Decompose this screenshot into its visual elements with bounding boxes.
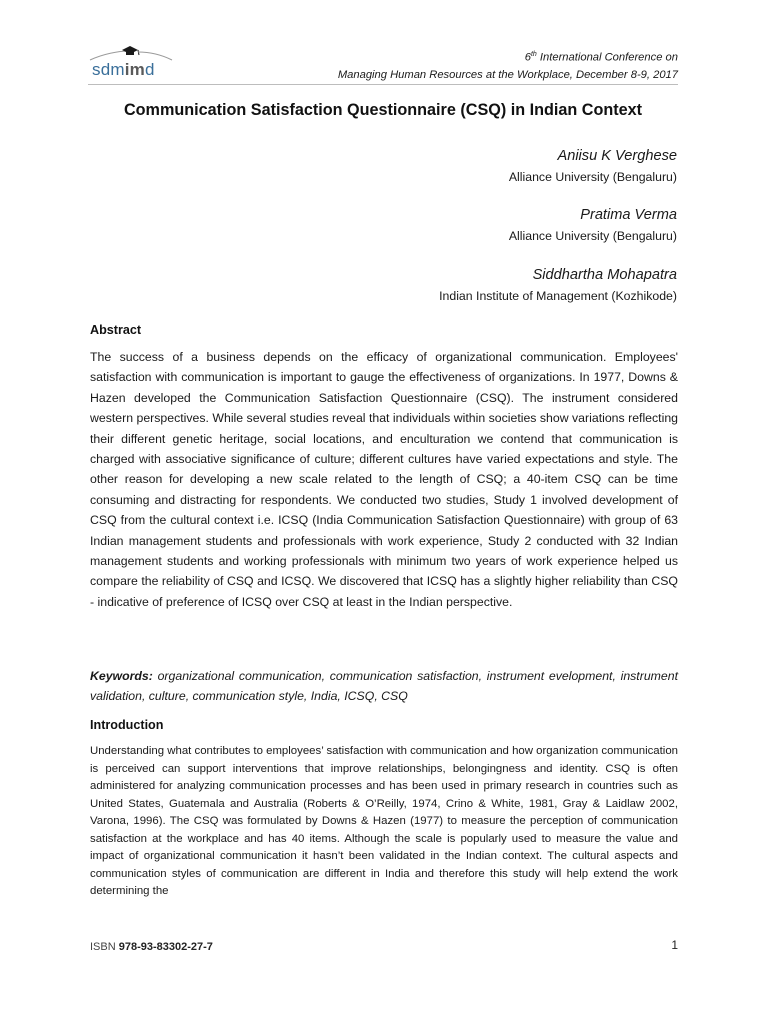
author-name: Aniisu K Verghese [557, 148, 677, 164]
paper-title: Communication Satisfaction Questionnaire (CSQ) in Indian Context [123, 101, 643, 119]
keywords-label: Keywords: [90, 669, 153, 683]
sdmimd-logo [88, 44, 178, 84]
conference-header [338, 46, 678, 84]
author-name: Pratima Verma [580, 207, 677, 223]
introduction-text: Understanding what contributes to employees’ satisfaction with communication and how organization communication is perceived can support interventions that improve relationships, belongingness and identity. CSQ is often administered for analyzing communication processes and has been used in primary research in countries such as United States, Guatemala and Australia (Roberts & O’Reilly, 1974, Crino & White, 1981, Gray & Laidlaw 2002, Varona, 1996). The CSQ was formulated by Downs & Hazen (1977) to measure the perception of communication satisfaction at the workplace and has 40 items. Although the scale is popularly used to measure the value and impact of organizational communication it hasn’t been validated in the Indian context. The cultural aspects and communication styles of communication are different in India and therefore this study will help extend the work determining the [90, 745, 678, 897]
conference-line-2: Managing Human Resources at the Workplace, December 8-9, 2017 [337, 68, 678, 81]
logo-wordmark: sdmimd [92, 60, 155, 79]
abstract-heading: Abstract [90, 323, 142, 337]
header-divider [88, 84, 678, 85]
abstract-text: The success of a business depends on the efficacy of organizational communication. Employees' satisfaction with communication is important to gauge the effectiveness of organizations. In 1977, Downs & Hazen developed the Communication Satisfaction Questionnaire (CSQ). The instrument considered western perspectives. While several studies reveal that individuals within societies show variations reflecting their different genetic heritage, social locations, and enculturation we contend that communication is charged with associative significance of culture; different cultures have varied expectations and style. The other reason for developing a new scale related to the length of CSQ; a 40-item CSQ can be time consuming and distracting for respondents. We conducted two studies, Study 1 involved development of CSQ from the cultural context i.e. ICSQ (India Communication Satisfaction Questionnaire) with group of 63 Indian management students and professionals with work experience, Study 2 conducted with 32 Indian management students and working professionals with minimum two years of work experience helped us compare the reliability of CSQ and ICSQ. We discovered that ICSQ has a slightly higher reliability than CSQ - indicative of preference of ICSQ over CSQ at least in the Indian perspective. [90, 350, 678, 609]
author-block-3 [439, 264, 677, 306]
keywords [90, 666, 678, 707]
author-affiliation: Indian Institute of Management (Kozhikode) [439, 289, 677, 303]
isbn: ISBN 978-93-83302-27-7 [90, 941, 213, 953]
author-affiliation: Alliance University (Bengaluru) [508, 229, 677, 243]
author-block-2 [509, 204, 677, 246]
conference-line-1: 6th International Conference on [524, 51, 678, 64]
author-affiliation: Alliance University (Bengaluru) [508, 170, 677, 184]
page-number: 1 [671, 938, 678, 952]
author-block-1 [509, 145, 677, 187]
introduction-heading: Introduction [90, 718, 164, 732]
keywords-text: organizational communication, communication satisfaction, instrument evelopment, instrument validation, culture, communication style, India, ICSQ, CSQ [90, 669, 678, 704]
author-name: Siddhartha Mohapatra [532, 267, 677, 283]
